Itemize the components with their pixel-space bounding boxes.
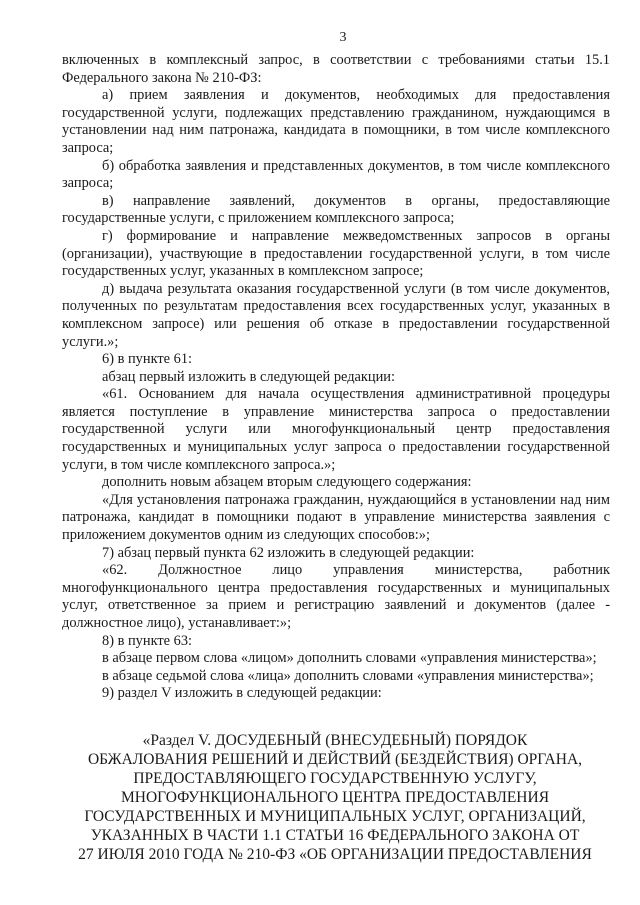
paragraph: «61. Основанием для начала осуществления административной процедуры является поступление в управление министерства запроса о предоставлении государственной услуги или многофункциональный центр предоставления государственных и муниципальных услуг запроса о предоставлении государственной услуги, в том числе комплексного запроса.»; xyxy=(62,386,610,473)
paragraph: абзац первый изложить в следующей редакции: xyxy=(102,368,396,385)
section-title-line: ГОСУДАРСТВЕННЫХ И МУНИЦИПАЛЬНЫХ УСЛУГ, ОРГАНИЗАЦИЙ, xyxy=(84,807,586,825)
paragraph: в абзаце первом слова «лицом» дополнить словами «управления министерства»; xyxy=(102,650,597,667)
section-title xyxy=(62,731,610,864)
paragraph: б) обработка заявления и представленных документов, в том числе комплексного запроса; xyxy=(62,157,610,192)
section-title-line: «Раздел V. ДОСУДЕБНЫЙ (ВНЕСУДЕБНЫЙ) ПОРЯДОК xyxy=(142,731,528,749)
page-number: 3 xyxy=(339,30,347,45)
paragraph: дополнить новым абзацем вторым следующего содержания: xyxy=(102,474,472,491)
paragraph: 8) в пункте 63: xyxy=(102,632,193,649)
paragraph: «62. Должностное лицо управления министерства, работник многофункционального центра предоставления государственных и муниципальных услуг, ответственное за прием и регистрацию заявлений и документов (далее - должностное лицо), устанавливает:»; xyxy=(62,562,610,631)
section-title-line: ПРЕДОСТАВЛЯЮЩЕГО ГОСУДАРСТВЕННУЮ УСЛУГУ, xyxy=(133,769,537,787)
paragraph: а) прием заявления и документов, необходимых для предоставления государственной услуги, подлежащих представлению гражданином, нуждающимся в установлении над ним патронажа, кандидата в помощники, в том числе комплексного запроса; xyxy=(62,87,610,156)
section-title-line: МНОГОФУНКЦИОНАЛЬНОГО ЦЕНТРА ПРЕДОСТАВЛЕНИЯ xyxy=(120,788,550,806)
document-body xyxy=(62,52,610,703)
paragraph: «Для установления патронажа гражданин, нуждающийся в установлении над ним патронажа, кандидат в помощники подают в управление министерства заявления с приложением документов одним из следующих способов:»; xyxy=(62,491,610,544)
paragraph: г) формирование и направление межведомственных запросов в органы (организации), участвующие в предоставлении государственной услуги, в том числе государственных услуг, указанных в комплексном запросе; xyxy=(62,227,610,280)
section-title-line: ОБЖАЛОВАНИЯ РЕШЕНИЙ И ДЕЙСТВИЙ (БЕЗДЕЙСТВИЯ) ОРГАНА, xyxy=(87,750,583,768)
paragraph: 7) абзац первый пункта 62 изложить в следующей редакции: xyxy=(102,544,475,561)
section-title-line: 27 ИЮЛЯ 2010 ГОДА № 210-ФЗ «ОБ ОРГАНИЗАЦИИ ПРЕДОСТАВЛЕНИЯ xyxy=(78,845,592,863)
paragraph: включенных в комплексный запрос, в соответствии с требованиями статьи 15.1 Федерального закона № 210-ФЗ: xyxy=(62,52,610,86)
paragraph: в) направление заявлений, документов в органы, предоставляющие государственные услуги, с приложением комплексного запроса; xyxy=(62,192,610,227)
section-title-line: УКАЗАННЫХ В ЧАСТИ 1.1 СТАТЬИ 16 ФЕДЕРАЛЬНОГО ЗАКОНА ОТ xyxy=(90,826,580,844)
paragraph: 6) в пункте 61: xyxy=(102,351,193,368)
paragraph: д) выдача результата оказания государственной услуги (в том числе документов, полученных по результатам предоставления всех государственных услуг, указанных в комплексном запросе) или решения об отказе в предоставлении государственной услуги.»; xyxy=(62,280,610,350)
paragraph: 9) раздел V изложить в следующей редакции: xyxy=(102,685,382,702)
paragraph: в абзаце седьмой слова «лица» дополнить словами «управления министерства»; xyxy=(102,667,594,684)
